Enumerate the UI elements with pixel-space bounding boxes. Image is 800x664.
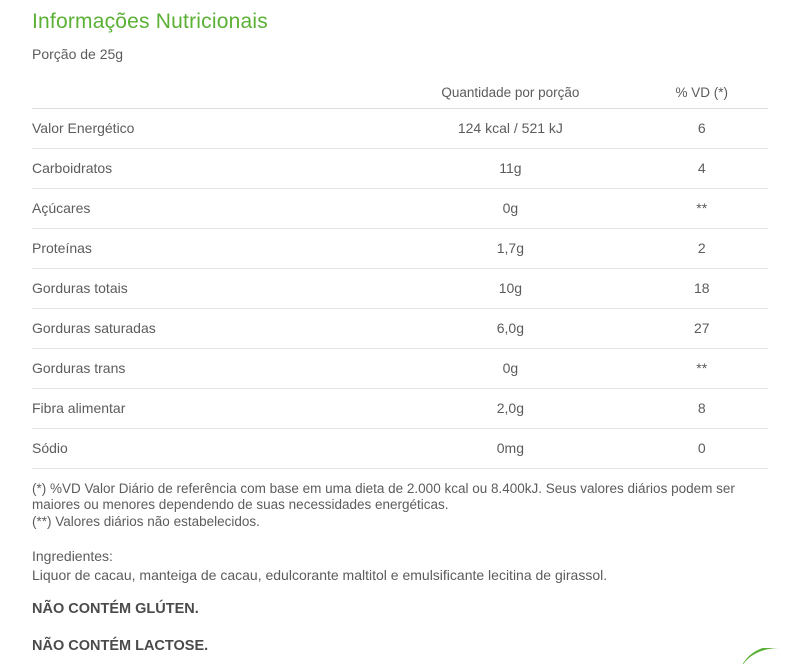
table-row — [32, 389, 768, 429]
nutrient-vd: 0 — [636, 429, 769, 469]
ingredients-label: Ingredientes: — [32, 548, 113, 564]
nutrient-name: Carboidratos — [32, 149, 385, 189]
nutrient-name: Açúcares — [32, 189, 385, 229]
nutrient-vd: ** — [636, 349, 769, 389]
corner-arc-icon — [740, 648, 800, 664]
portion-size: Porção de 25g — [32, 46, 124, 62]
column-header-quantity: Quantidade por porção — [385, 78, 635, 109]
nutrient-name: Gorduras trans — [32, 349, 385, 389]
page-title: Informações Nutricionais — [32, 10, 268, 33]
table-row — [32, 309, 768, 349]
nutrient-quantity: 124 kcal / 521 kJ — [385, 109, 635, 149]
nutrient-vd: 2 — [636, 229, 769, 269]
table-row — [32, 269, 768, 309]
asterisk-footnote: (**) Valores diários não estabelecidos. — [32, 514, 260, 529]
table-header-row — [32, 78, 768, 109]
nutrient-name: Gorduras saturadas — [32, 309, 385, 349]
claim-gluten-free: NÃO CONTÉM GLÚTEN. — [32, 601, 199, 617]
nutrient-vd: 18 — [636, 269, 769, 309]
table-row — [32, 349, 768, 389]
claim-lactose-free: NÃO CONTÉM LACTOSE. — [32, 638, 209, 654]
nutrient-quantity: 11g — [385, 149, 635, 189]
nutrient-quantity: 1,7g — [385, 229, 635, 269]
table-row — [32, 149, 768, 189]
ingredients-block — [32, 547, 768, 584]
nutrient-quantity: 0g — [385, 349, 635, 389]
table-row — [32, 109, 768, 149]
ingredients-text: Liquor de cacau, manteiga de cacau, edulcorante maltitol e emulsificante lecitina de girassol. — [32, 567, 608, 583]
footnotes — [32, 481, 768, 530]
nutrient-quantity: 2,0g — [385, 389, 635, 429]
table-row — [32, 189, 768, 229]
nutrient-name: Sódio — [32, 429, 385, 469]
nutrient-quantity: 10g — [385, 269, 635, 309]
nutrient-name: Fibra alimentar — [32, 389, 385, 429]
nutrient-vd: 27 — [636, 309, 769, 349]
nutrient-name: Gorduras totais — [32, 269, 385, 309]
nutrient-name: Proteínas — [32, 229, 385, 269]
nutrient-quantity: 0mg — [385, 429, 635, 469]
nutrient-vd: ** — [636, 189, 769, 229]
nutrient-vd: 4 — [636, 149, 769, 189]
vd-footnote: (*) %VD Valor Diário de referência com base em uma dieta de 2.000 kcal ou 8.400kJ. Seus valores diários podem ser maiores ou menores dependendo de suas necessidades energéticas. — [32, 481, 735, 512]
column-header-nutrient — [32, 78, 385, 109]
nutrition-table — [32, 78, 768, 469]
corner-decoration — [738, 648, 800, 664]
nutrient-quantity: 6,0g — [385, 309, 635, 349]
nutrient-vd: 8 — [636, 389, 769, 429]
nutrient-vd: 6 — [636, 109, 769, 149]
nutrient-quantity: 0g — [385, 189, 635, 229]
nutrient-name: Valor Energético — [32, 109, 385, 149]
table-row — [32, 429, 768, 469]
column-header-vd: % VD (*) — [636, 78, 769, 109]
table-row — [32, 229, 768, 269]
